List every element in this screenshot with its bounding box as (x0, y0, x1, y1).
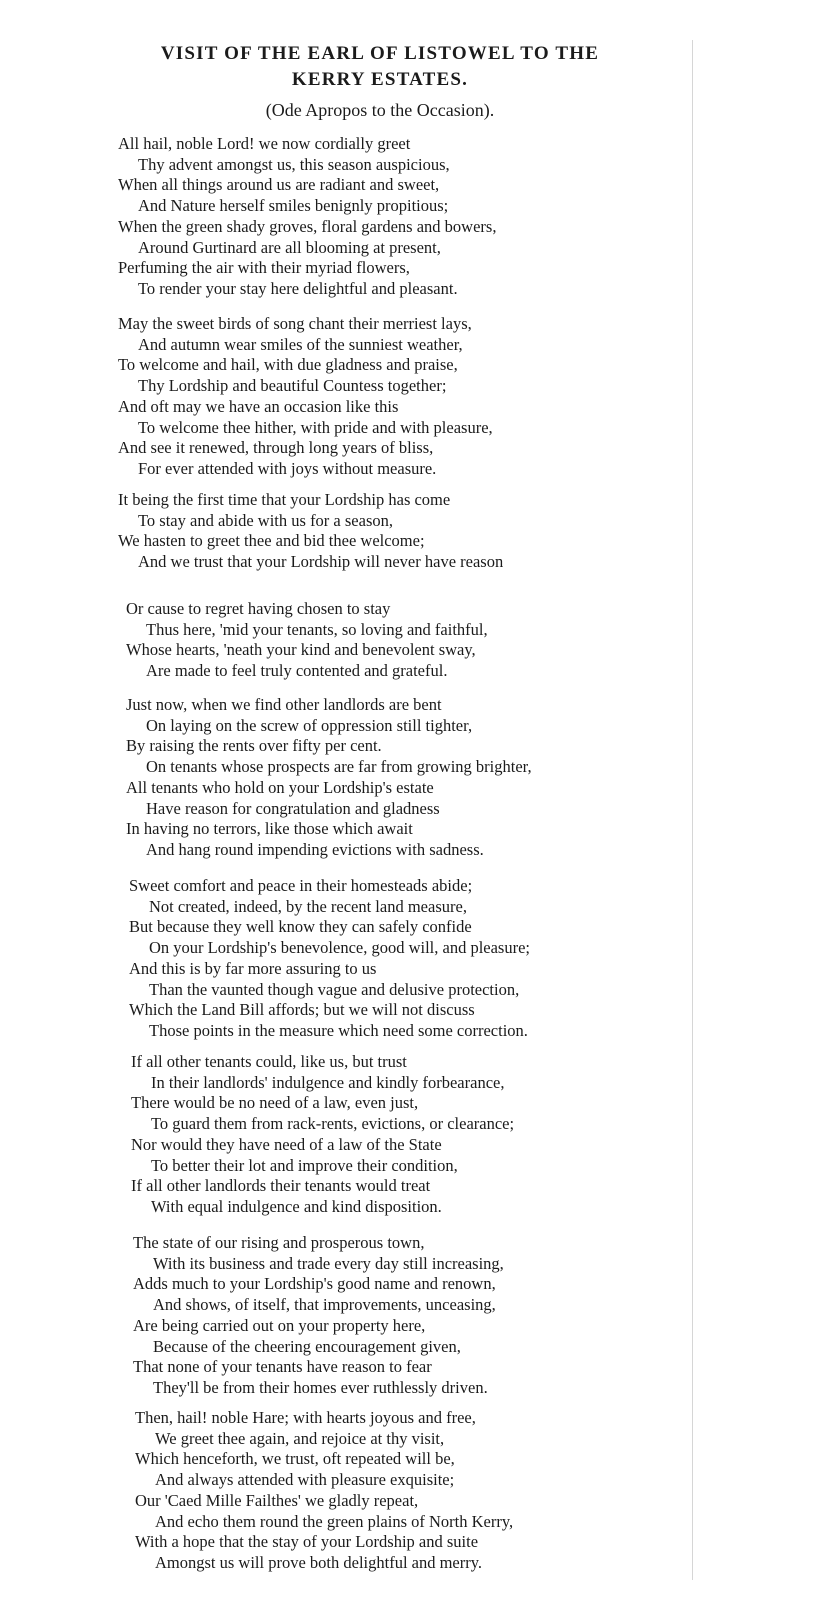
poem-line: By raising the rents over fifty per cent. (126, 736, 382, 756)
poem-line: To welcome thee hither, with pride and with pleasure, (138, 417, 493, 437)
poem-line: Perfuming the air with their myriad flowers, (118, 258, 410, 278)
poem-line: That none of your tenants have reason to fear (133, 1357, 432, 1377)
stanza-2 (118, 314, 493, 480)
poem-line: And this is by far more assuring to us (129, 958, 377, 978)
poem-line: There would be no need of a law, even just, (131, 1093, 419, 1113)
poem-line: Are made to feel truly contented and grateful. (146, 661, 448, 681)
poem-line: When the green shady groves, floral gardens and bowers, (118, 216, 497, 236)
poem-line: Or cause to regret having chosen to stay (126, 599, 391, 618)
poem-line: Our 'Caed Mille Failthes' we gladly repeat, (135, 1490, 419, 1510)
poem-line: With a hope that the stay of your Lordship and suite (135, 1532, 479, 1552)
poem-line: On tenants whose prospects are far from growing brighter, (146, 757, 532, 777)
title-line-2: KERRY ESTATES. (291, 69, 469, 90)
poem-line: And see it renewed, through long years of bliss, (118, 438, 434, 458)
poem-line: Which henceforth, we trust, oft repeated will be, (135, 1449, 455, 1469)
title-line-1: VISIT OF THE EARL OF LISTOWEL TO THE (160, 43, 600, 64)
poem-line: Nor would they have need of a law of the State (131, 1134, 442, 1154)
poem-line: To guard them from rack-rents, evictions, or clearance; (151, 1114, 515, 1134)
stanza-9 (135, 1408, 513, 1574)
poem-line: For ever attended with joys without measure. (138, 458, 437, 478)
stanza-7 (131, 1052, 514, 1218)
poem-line: Whose hearts, 'neath your kind and benevolent sway, (126, 640, 476, 660)
poem-line: Not created, indeed, by the recent land measure, (149, 896, 467, 916)
poem-line: Then, hail! noble Hare; with hearts joyous and free, (135, 1408, 476, 1427)
poem-line: Adds much to your Lordship's good name and renown, (133, 1274, 496, 1294)
poem-line: To stay and abide with us for a season, (138, 510, 393, 530)
poem-line: Than the vaunted though vague and delusive protection, (149, 979, 520, 999)
poem-line: On your Lordship's benevolence, good will, and pleasure; (149, 938, 531, 958)
poem-line: Because of the cheering encouragement given, (153, 1336, 461, 1356)
poem-line: Around Gurtinard are all blooming at present, (138, 237, 441, 257)
stanza-1 (118, 134, 496, 300)
poem-line: On laying on the screw of oppression still tighter, (146, 715, 473, 735)
poem-line: They'll be from their homes ever ruthlessly driven. (153, 1377, 488, 1397)
poem-line: Which the Land Bill affords; but we will not discuss (129, 1000, 475, 1020)
page-edge-rule (692, 40, 693, 1580)
poem-line: If all other tenants could, like us, but trust (131, 1052, 407, 1071)
poem-line: All hail, noble Lord! we now cordially greet (118, 134, 411, 153)
poem-line: Just now, when we find other landlords are bent (126, 695, 442, 714)
poem-line: And autumn wear smiles of the sunniest weather, (138, 334, 463, 354)
poem-line: Have reason for congratulation and gladness (146, 798, 440, 818)
poem-line: Sweet comfort and peace in their homesteads abide; (129, 876, 473, 895)
poem-line: In having no terrors, like those which await (126, 819, 413, 839)
poem-line: Amongst us will prove both delightful and merry. (155, 1552, 483, 1572)
poem-line: When all things around us are radiant and sweet, (118, 175, 440, 195)
poem-line: It being the first time that your Lordship has come (118, 490, 451, 509)
poem-line: In their landlords' indulgence and kindly forbearance, (151, 1072, 505, 1092)
poem-line: If all other landlords their tenants would treat (131, 1176, 431, 1196)
poem-line: To render your stay here delightful and pleasant. (138, 278, 458, 298)
poem-line: To better their lot and improve their condition, (151, 1155, 458, 1175)
poem-line: We hasten to greet thee and bid thee welcome; (118, 531, 425, 551)
poem-line: And Nature herself smiles benignly propitious; (138, 196, 449, 216)
poem-line: With its business and trade every day still increasing, (153, 1253, 504, 1273)
poem-line: And echo them round the green plains of North Kerry, (155, 1511, 514, 1531)
poem-line: To welcome and hail, with due gladness and praise, (118, 355, 458, 375)
poem-line: Thus here, 'mid your tenants, so loving and faithful, (146, 619, 488, 639)
stanza-8 (133, 1233, 504, 1399)
poem-line: Are being carried out on your property here, (133, 1315, 426, 1335)
poem-line: We greet thee again, and rejoice at thy visit, (155, 1428, 445, 1448)
poem-line: And hang round impending evictions with sadness. (146, 839, 484, 859)
poem-line: And oft may we have an occasion like this (118, 396, 399, 416)
stanza-6 (129, 876, 530, 1042)
subtitle: (Ode Apropos to the Occasion). (265, 100, 495, 120)
poem-line: The state of our rising and prosperous town, (133, 1233, 425, 1252)
poem-line: Thy Lordship and beautiful Countess together; (138, 376, 447, 396)
poem-line: But because they well know they can safely confide (129, 917, 472, 937)
poem-line: Thy advent amongst us, this season auspicious, (138, 154, 450, 174)
stanza-5 (126, 695, 532, 861)
poem-line: With equal indulgence and kind disposition. (151, 1196, 442, 1216)
poem-line: And we trust that your Lordship will never have reason (138, 552, 504, 572)
poem-line: And always attended with pleasure exquisite; (155, 1470, 455, 1490)
poem-line: All tenants who hold on your Lordship's estate (126, 777, 434, 797)
stanza-4 (126, 599, 488, 682)
poem-line: Those points in the measure which need some correction. (149, 1020, 528, 1040)
stanza-3 (118, 490, 503, 573)
poem-line: And shows, of itself, that improvements, unceasing, (153, 1295, 496, 1315)
poem-line: May the sweet birds of song chant their merriest lays, (118, 314, 472, 333)
